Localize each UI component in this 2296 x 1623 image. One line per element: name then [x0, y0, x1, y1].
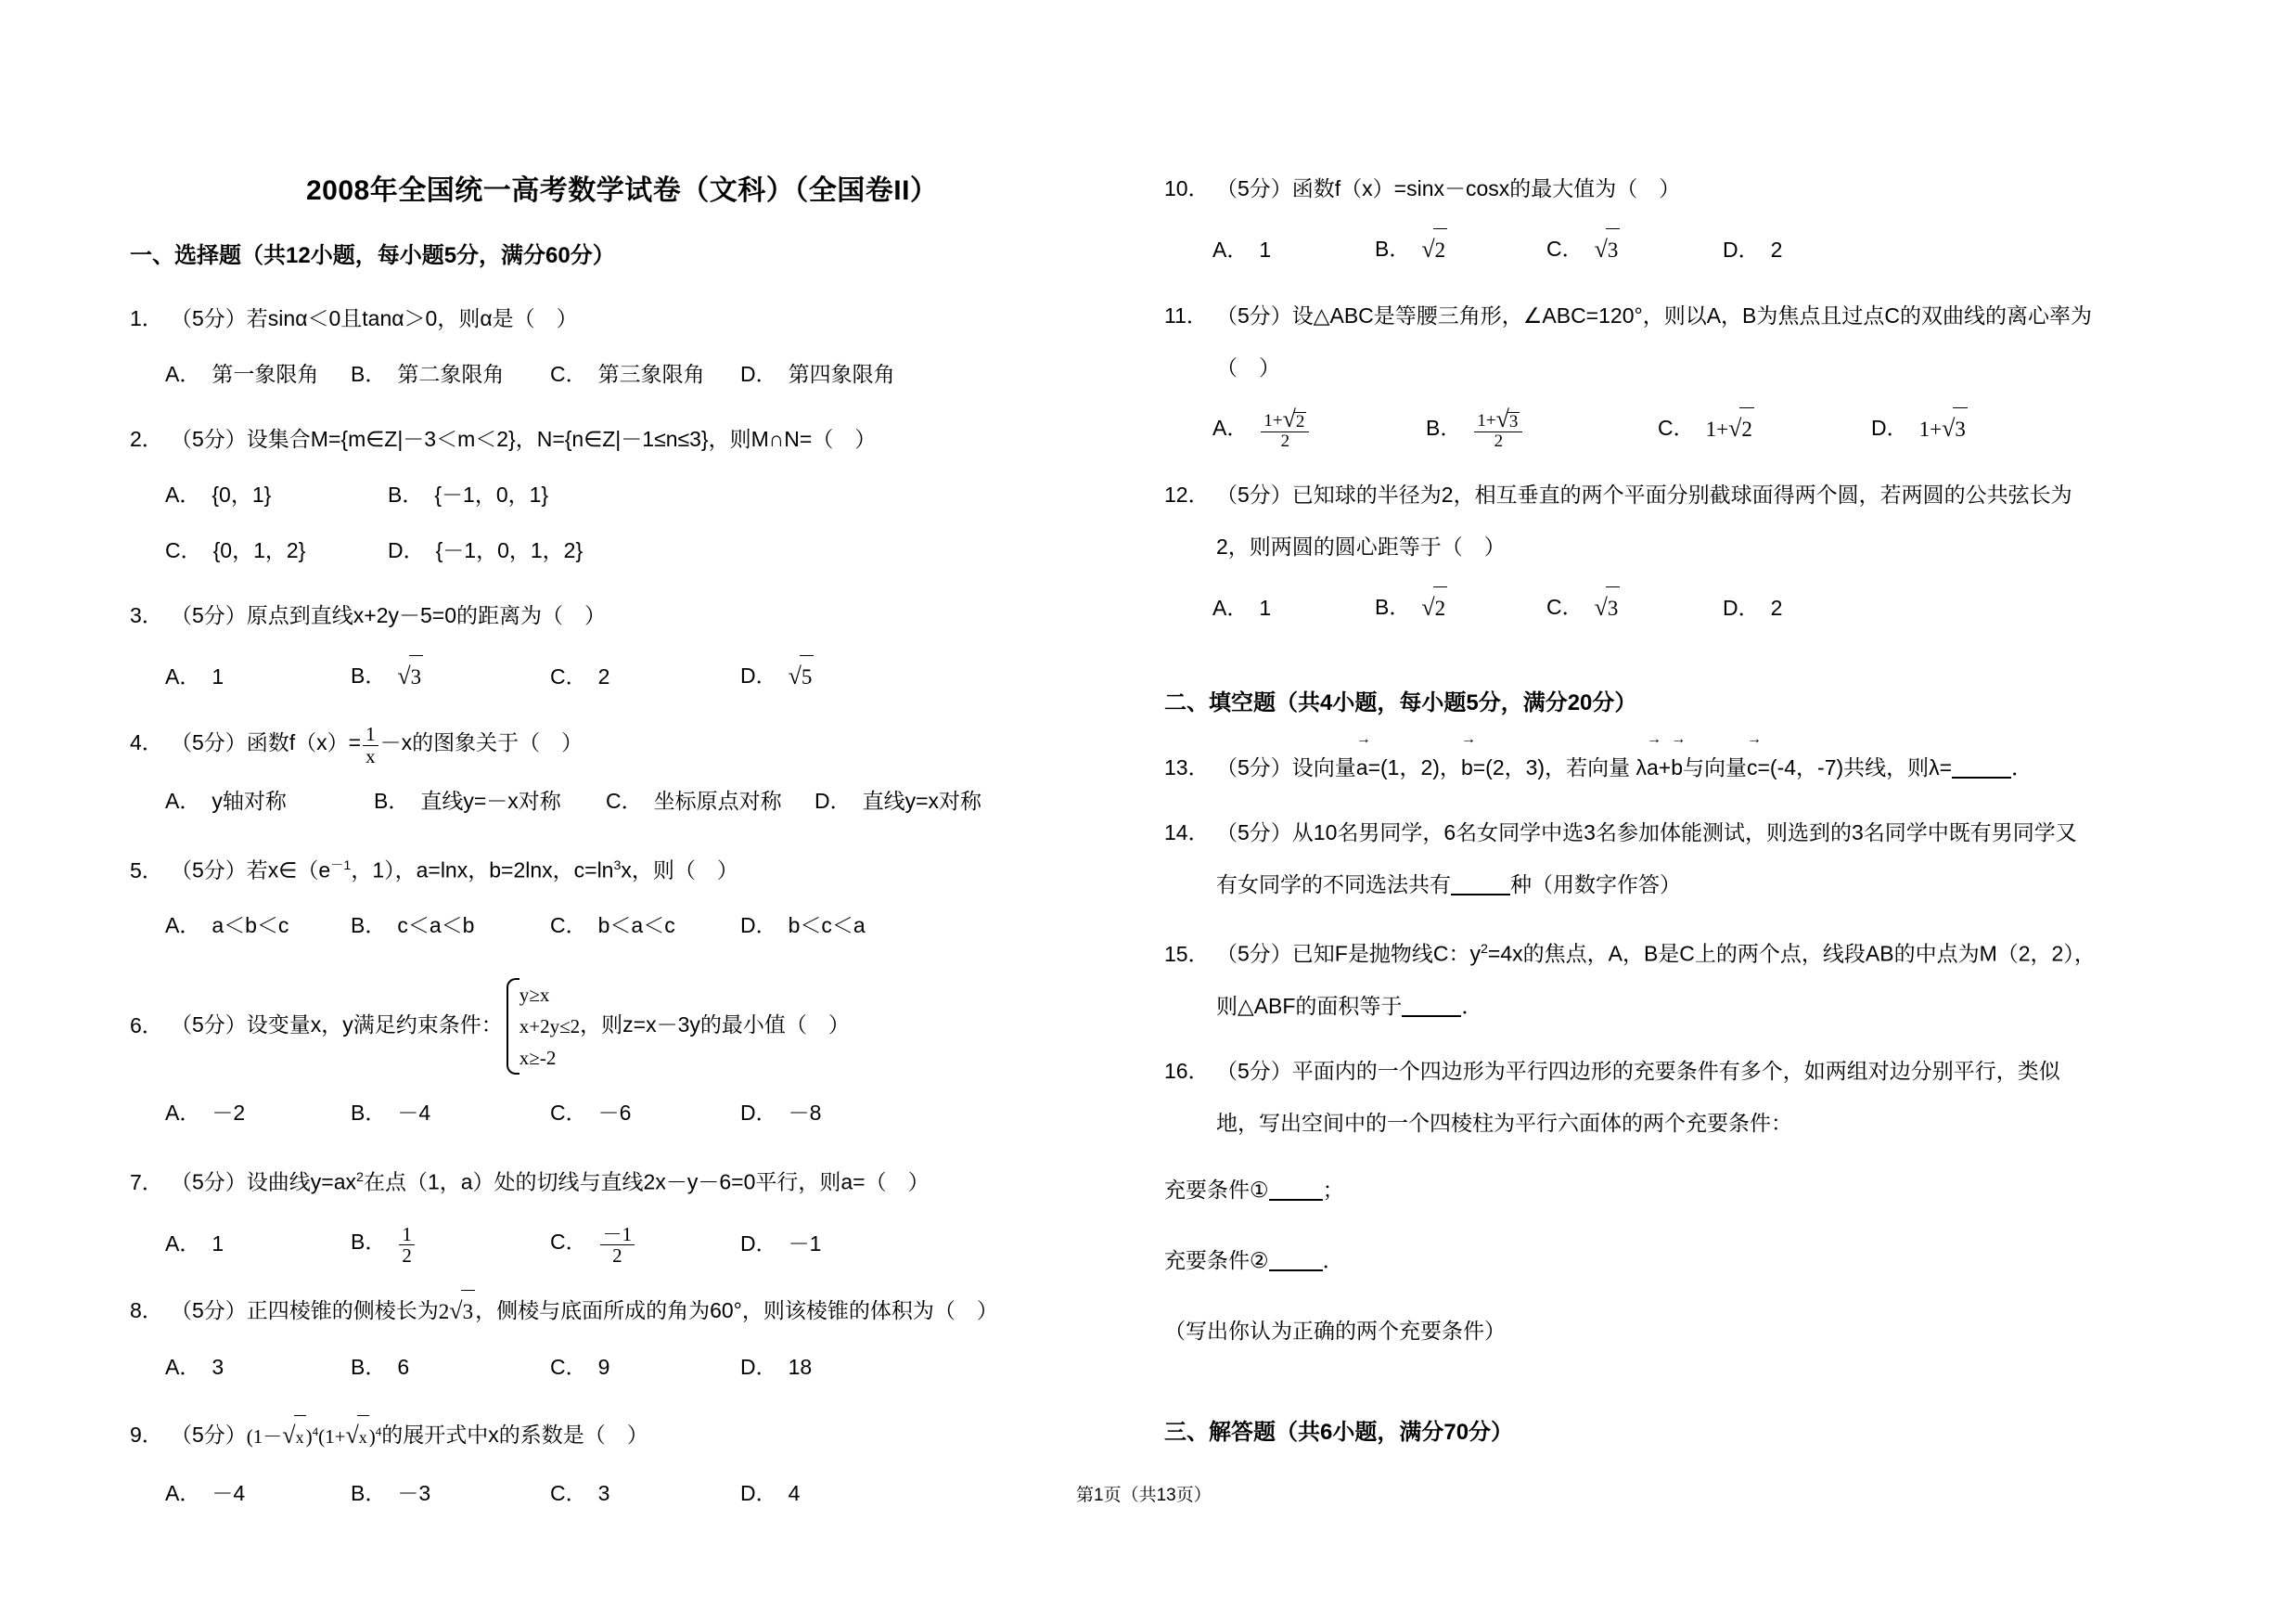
question-2	[130, 418, 1113, 572]
question-8-stem: 8． （5分）正四棱锥的侧棱长为2√3，侧棱与底面所成的角为60°，则该棱锥的体积为（ ）	[130, 1289, 1113, 1333]
question-1-score: （5分）	[171, 306, 247, 330]
question-7-options	[130, 1220, 1113, 1267]
question-6	[130, 978, 1113, 1134]
sqrt-icon: √2	[1421, 228, 1447, 272]
option-6-d[interactable]: D． －8	[740, 1101, 822, 1126]
question-3-number: 3．	[130, 602, 163, 627]
question-11-number: 11．	[1164, 303, 1208, 328]
option-12-a[interactable]: A． 1	[1212, 596, 1272, 621]
question-3-options	[130, 653, 1113, 699]
fraction-one-half: $\frac{1}{2}$	[399, 1224, 415, 1267]
question-13	[1164, 731, 2148, 789]
vector-b-2: → b	[1671, 731, 1687, 780]
question-12-options	[1164, 585, 2148, 630]
question-4	[130, 721, 1113, 822]
option-7-c[interactable]: C． $\frac{-1}{2}$	[550, 1220, 740, 1266]
question-10-number: 10．	[1164, 176, 1210, 200]
left-column	[130, 237, 1113, 1537]
binomial-expression: $(1-√x)^4(1+√x)^4$	[247, 1410, 381, 1459]
option-12-c[interactable]: C． √3	[1546, 586, 1723, 630]
option-5-d[interactable]: D． b＜c＜a	[740, 913, 866, 938]
answer-blank-13[interactable]	[1952, 777, 2011, 779]
question-11-options	[1164, 406, 2148, 451]
option-1-a[interactable]: A． 第一象限角	[165, 361, 319, 386]
option-6-a[interactable]: A． －2	[165, 1101, 246, 1126]
sqrt-icon: √3	[1595, 586, 1621, 630]
question-14-stem-line2: 有女同学的不同选法共有 种（用数字作答）	[1216, 872, 1681, 897]
question-10-stem: 10． （5分）函数f（x）=sinx－cosx的最大值为（ ）	[1164, 167, 2148, 210]
sqrt-icon: 1+√3	[1919, 407, 1968, 451]
option-2-c[interactable]: C． {0，1，2}	[165, 537, 306, 562]
question-11-stem-line2: （ ）	[1216, 354, 1280, 380]
question-4-options	[130, 778, 1113, 822]
question-15-number: 15．	[1164, 941, 1210, 966]
sqrt-icon: √3	[1495, 405, 1519, 432]
question-4-number: 4．	[130, 729, 163, 754]
sqrt-icon: 2√3	[439, 1290, 475, 1333]
page-footer: 第1页（共13页）	[1076, 1486, 1212, 1505]
option-5-a[interactable]: A． a＜b＜c	[165, 913, 289, 938]
section-heading-solve: 三、解答题（共6小题，满分70分）	[1164, 1419, 1514, 1445]
fraction-a: $\frac{1+√2}{2}$	[1261, 406, 1309, 452]
question-15-stem-line2: 则△ABF的面积等于 ．	[1216, 993, 1483, 1018]
question-10-options	[1164, 226, 2148, 272]
question-8-number: 8．	[130, 1297, 163, 1322]
option-1-d[interactable]: D． 第四象限角	[740, 361, 895, 386]
option-2-a[interactable]: A． {0，1}	[165, 482, 272, 507]
question-1-number: 1．	[130, 306, 163, 330]
question-13-stem: 13． （5分）设向量 → a=(1，2)， → b=(2，3)，若向量 λ → a+ → b与向量 → c=(-4，-7)共线，则λ= ．	[1164, 744, 2148, 789]
option-7-a[interactable]: A． 1	[165, 1230, 224, 1256]
fraction-negative-one-half: $\frac{-1}{2}$	[600, 1224, 635, 1267]
option-5-b[interactable]: B． c＜a＜b	[351, 913, 475, 938]
question-16-stem-line2: 地，写出空间中的一个四棱柱为平行六面体的两个充要条件：	[1216, 1110, 1792, 1135]
question-2-options-row1	[130, 471, 1113, 516]
question-10	[1164, 167, 2148, 272]
fraction-one-over-x: $\frac{1}{x}$	[363, 724, 378, 766]
option-11-d[interactable]: D． 1+√3	[1871, 406, 1968, 451]
answer-blank-15[interactable]	[1402, 1015, 1461, 1017]
question-5	[130, 844, 1113, 947]
question-9-stem: 9． （5分）$(1-√x)^4(1+√x)^4$的展开式中x的系数是（ ）	[130, 1410, 1113, 1459]
option-10-a[interactable]: A． 1	[1212, 237, 1272, 262]
option-7-d[interactable]: D． －1	[740, 1230, 822, 1256]
question-16-number: 16．	[1164, 1058, 1210, 1083]
left-brace-icon	[503, 978, 516, 1075]
option-2-b[interactable]: B． {－1，0，1}	[388, 482, 549, 507]
question-3-stem: 3． （5分）原点到直线x+2y－5=0的距离为（ ）	[130, 594, 1113, 637]
question-16	[1164, 1050, 2148, 1352]
option-10-b[interactable]: B． √2	[1375, 227, 1546, 272]
question-4-stem: 4． （5分）函数f（x）= $\frac{1}{x}$ －x的图象关于（ ）	[130, 721, 1113, 766]
option-3-c[interactable]: C． 2	[550, 663, 610, 689]
option-9-d[interactable]: D． 4	[740, 1481, 801, 1506]
option-9-c[interactable]: C． 3	[550, 1481, 610, 1506]
option-8-b[interactable]: B． 6	[351, 1355, 410, 1380]
answer-blank-16-2[interactable]	[1269, 1269, 1323, 1271]
sqrt-icon: √3	[397, 655, 423, 699]
option-4-c[interactable]: C． 坐标原点对称	[606, 788, 782, 813]
question-2-text: 设集合M={m∈Z|－3＜m＜2}，N={n∈Z|－1≤n≤3}，则M∩N=（ ）	[246, 426, 877, 451]
option-3-b[interactable]: B． √3	[351, 654, 550, 699]
question-15	[1164, 928, 2148, 1027]
question-5-stem: 5． （5分）若$x\in(e^{-1}$，1），a=lnx，b=2lnx，$c=\ln^3x$，则（ ）	[130, 844, 1113, 892]
question-12-number: 12．	[1164, 483, 1210, 508]
constraint-rows: y≥x x+2y≤2 x≥-2	[519, 984, 581, 1070]
question-1-stem	[130, 297, 1113, 340]
option-6-c[interactable]: C． －6	[550, 1101, 632, 1126]
question-11-text: 设△ABC是等腰三角形，∠ABC=120°，则以A，B为焦点且过点C的双曲线的离心率为	[1291, 303, 2092, 328]
question-8-options	[130, 1345, 1113, 1389]
question-15-stem: 15． （5分）已知F是抛物线C：$y^2=4x$的焦点，A，B是C上的两个点，线段AB的中点为M（2，2），	[1164, 928, 2148, 975]
question-12	[1164, 473, 2148, 630]
question-12-stem-line2: 2，则两圆的圆心距等于（ ）	[1216, 535, 1506, 560]
question-14-stem: 14． （5分）从10名男同学，6名女同学中选3名参加体能测试，则选到的3名同学中既有男同学又	[1164, 811, 2148, 854]
constraint-system	[503, 978, 580, 1075]
option-10-d[interactable]: D． 2	[1723, 237, 1783, 262]
question-6-number: 6．	[130, 1012, 163, 1037]
question-6-stem: 6． （5分）设变量x，y满足约束条件： y≥x x+2y≤2 x≥-2 ，则z=x－3y的最小值（ ）	[130, 978, 1113, 1075]
option-2-d[interactable]: D． {－1，0，1，2}	[388, 537, 584, 562]
vector-a: → a	[1355, 731, 1371, 780]
section-heading-choice: 一、选择题（共12小题，每小题5分，满分60分）	[130, 243, 615, 268]
question-1-text: 若sinα＜0且tanα＞0，则α是（ ）	[246, 306, 578, 330]
sqrt-icon: 1+√2	[1706, 407, 1754, 451]
question-16-stem: 16． （5分）平面内的一个四边形为平行四边形的充要条件有多个，如两组对边分别平行，类似	[1164, 1050, 2148, 1092]
question-11-stem: 11． （5分）设△ABC是等腰三角形，∠ABC=120°，则以A，B为焦点且过点C的双曲线的离心率为	[1164, 294, 2148, 337]
option-10-c[interactable]: C． √3	[1546, 227, 1723, 272]
question-1-options	[130, 351, 1113, 395]
option-8-d[interactable]: D． 18	[740, 1355, 813, 1380]
question-3	[130, 594, 1113, 699]
question-3-text: 原点到直线x+2y－5=0的距离为（ ）	[246, 602, 607, 627]
fraction-b: $\frac{1+√3}{2}$	[1474, 406, 1522, 452]
option-11-c[interactable]: C． 1+√2	[1658, 406, 1871, 451]
option-7-b[interactable]: B． $\frac{1}{2}$	[351, 1220, 550, 1266]
question-16-note: （写出你认为正确的两个充要条件）	[1164, 1318, 1506, 1343]
vector-a-2: → a	[1646, 731, 1661, 780]
option-9-a[interactable]: A． －4	[165, 1481, 246, 1506]
option-3-a[interactable]: A． 1	[165, 663, 224, 689]
option-11-b[interactable]: B． $\frac{1+√3}{2}$	[1426, 406, 1658, 452]
question-7-stem: 7． （5分）设曲线$y=ax^2$在点（1，a）处的切线与直线2x－y－6=0平行，则a=（ ）	[130, 1156, 1113, 1204]
answer-blank-16-1[interactable]	[1269, 1199, 1323, 1201]
question-10-text: 函数f（x）=sinx－cosx的最大值为（ ）	[1291, 176, 1681, 200]
vector-c: → c	[1747, 731, 1762, 780]
question-5-options	[130, 903, 1113, 947]
question-13-number: 13．	[1164, 755, 1210, 780]
sqrt-icon: √2	[1282, 405, 1305, 432]
option-6-b[interactable]: B． －4	[351, 1101, 431, 1126]
answer-blank-14[interactable]	[1451, 894, 1510, 895]
question-12-text: 已知球的半径为2，相互垂直的两个平面分别截球面得两个圆，若两圆的公共弦长为	[1291, 483, 2072, 508]
question-14-number: 14．	[1164, 820, 1210, 845]
option-9-b[interactable]: B． －3	[351, 1481, 431, 1506]
option-4-d[interactable]: D． 直线y=x对称	[815, 788, 982, 813]
question-6-options	[130, 1089, 1113, 1134]
question-16-condition-1: 充要条件① ；	[1164, 1177, 1344, 1202]
option-12-d[interactable]: D． 2	[1723, 596, 1783, 621]
question-8	[130, 1289, 1113, 1389]
question-2-number: 2．	[130, 426, 163, 451]
question-9-options	[130, 1470, 1113, 1514]
question-9	[130, 1410, 1113, 1514]
option-1-b[interactable]: B． 第二象限角	[351, 361, 505, 386]
question-7	[130, 1156, 1113, 1266]
sqrt-icon: √5	[789, 655, 815, 699]
question-16-condition-2: 充要条件② ．	[1164, 1247, 1344, 1272]
option-3-d[interactable]: D． √5	[740, 654, 814, 699]
right-column	[1164, 167, 2148, 1474]
vector-b: → b	[1460, 731, 1476, 780]
question-7-number: 7．	[130, 1170, 163, 1195]
sqrt-icon: √2	[1421, 586, 1447, 630]
option-12-b[interactable]: B． √2	[1375, 586, 1546, 630]
question-2-stem: 2． （5分）设集合M={m∈Z|－3＜m＜2}，N={n∈Z|－1≤n≤3}，则M∩N=（ ）	[130, 418, 1113, 460]
option-8-c[interactable]: C． 9	[550, 1355, 610, 1380]
question-9-number: 9．	[130, 1423, 163, 1448]
question-11	[1164, 294, 2148, 451]
question-5-number: 5．	[130, 857, 163, 882]
option-4-b[interactable]: B． 直线y=－x对称	[374, 788, 561, 813]
question-12-stem: 12． （5分）已知球的半径为2，相互垂直的两个平面分别截球面得两个圆，若两圆的公共弦长为	[1164, 473, 2148, 516]
option-4-a[interactable]: A． y轴对称	[165, 788, 287, 813]
option-8-a[interactable]: A． 3	[165, 1355, 224, 1380]
question-1	[130, 297, 1113, 395]
question-14	[1164, 811, 2148, 906]
section-heading-fill: 二、填空题（共4小题，每小题5分，满分20分）	[1164, 690, 1637, 716]
option-5-c[interactable]: C． b＜a＜c	[550, 913, 675, 938]
page-title: 2008年全国统一高考数学试卷（文科）（全国卷II）	[306, 175, 939, 206]
sqrt-icon: √3	[1595, 228, 1621, 272]
question-2-options-row2	[130, 527, 1113, 572]
option-11-a[interactable]: A． $\frac{1+√2}{2}$	[1212, 406, 1426, 452]
option-1-c[interactable]: C． 第三象限角	[550, 361, 705, 386]
